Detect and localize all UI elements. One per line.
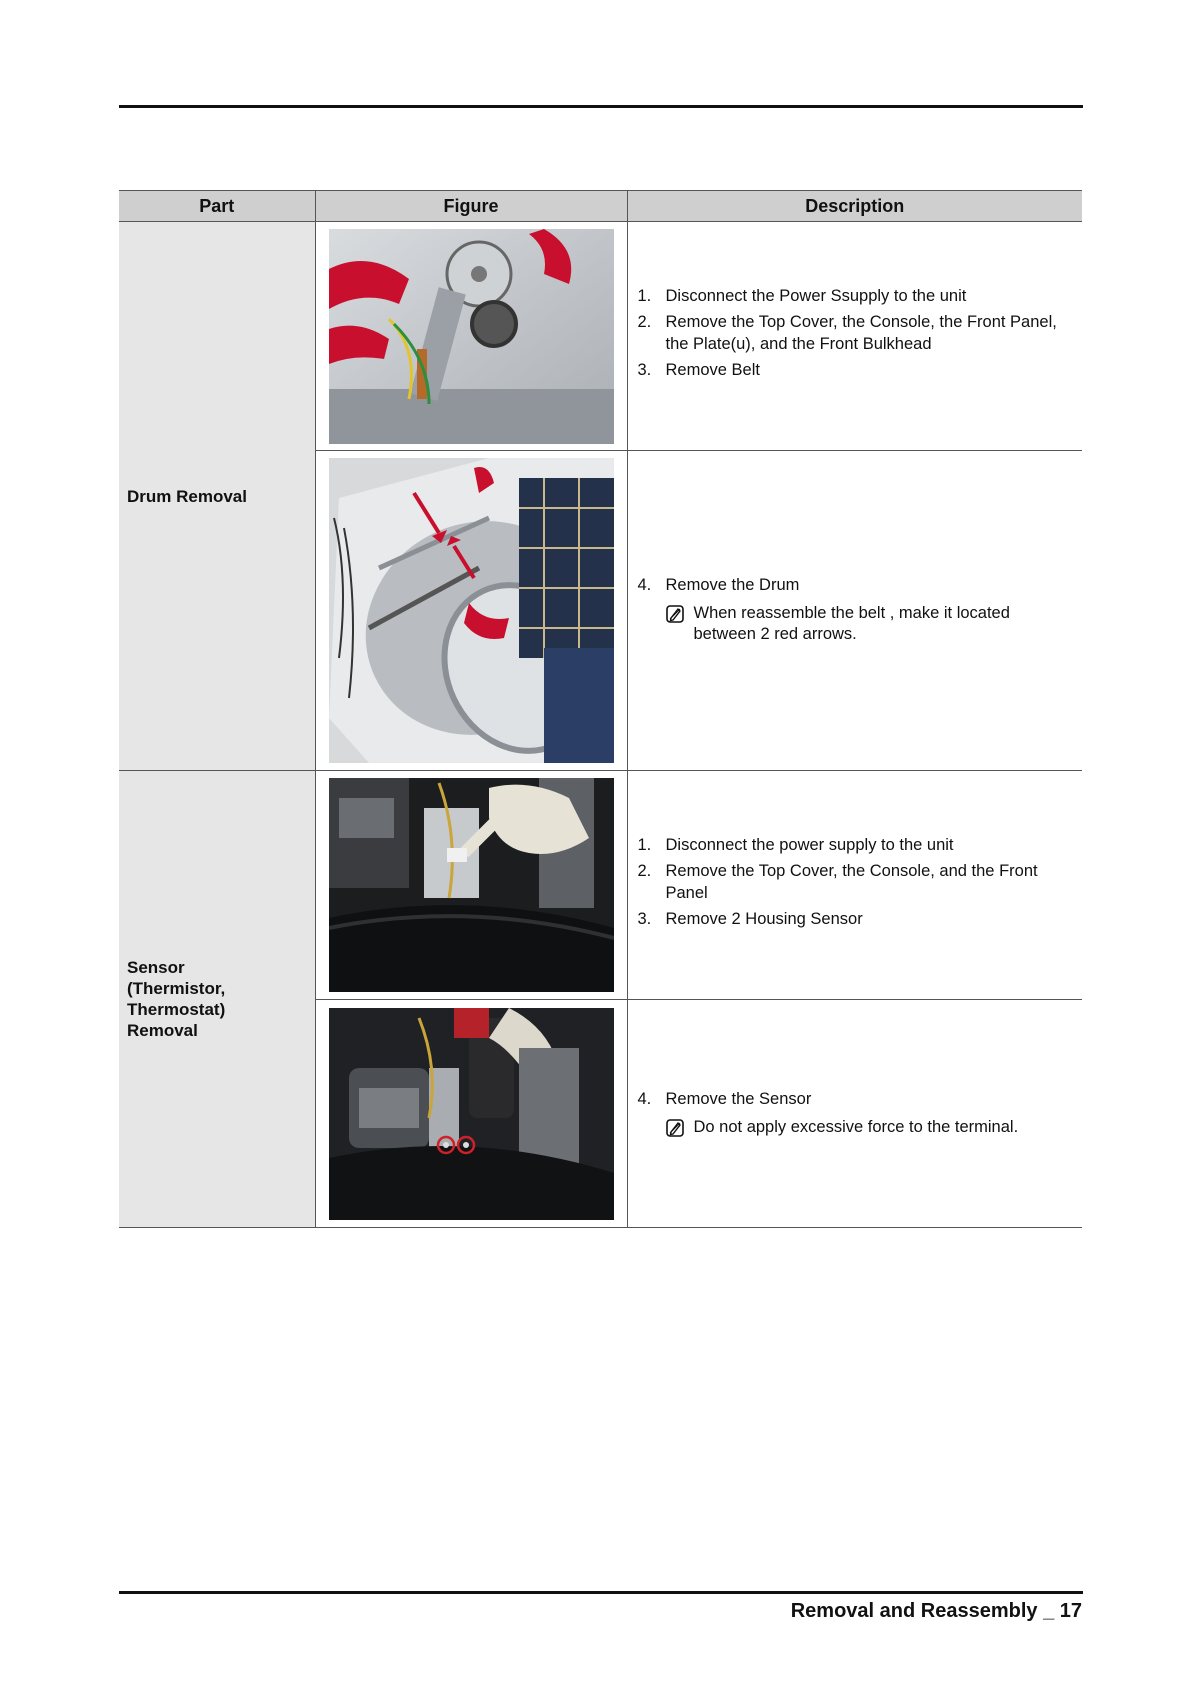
part-cell-sensor-removal: Sensor (Thermistor, Thermostat) Removal [119,771,315,1228]
list-item: 1. Disconnect the power supply to the unit [637,835,954,854]
steps-list [638,575,1075,597]
figure-drum-photo [329,458,614,763]
column-header-figure: Figure [315,191,627,222]
list-item: 4. Remove the Sensor [637,1090,812,1108]
figure-housing-sensor-photo [329,778,614,992]
figure-belt-photo [329,229,614,444]
page-footer: Removal and Reassembly _ 17 [790,1600,1082,1622]
table-row [119,771,1082,1000]
description-cell [627,771,1082,1000]
figure-sensor-photo [329,1008,614,1220]
note-text: Do not apply excessive force to the terminal. [693,1117,1019,1136]
note-pencil-icon [666,605,684,623]
list-item: 2. Remove the Top Cover, the Console, the Front Panel, the Plate(u), and the Front Bulkhead [637,313,1057,353]
figure-cell [315,1000,627,1228]
figure-cell [315,451,627,771]
steps-list [638,835,1075,931]
footer-rule [119,1591,1083,1594]
note-text: When reassemble the belt , make it located between 2 red arrows. [693,603,1010,644]
description-cell [627,1000,1082,1228]
list-item: 1. Disconnect the Power Ssupply to the unit [637,286,967,305]
column-header-part: Part [119,191,315,222]
procedure-table [119,190,1082,1228]
list-item: 4. Remove the Drum [637,576,800,595]
column-header-description: Description [627,191,1082,222]
description-cell [627,451,1082,771]
steps-list [638,286,1075,382]
table-row [119,222,1082,451]
description-cell [627,222,1082,451]
table-header-row [119,191,1082,222]
list-item: 2. Remove the Top Cover, the Console, and the Front Panel [637,862,1038,902]
part-cell-drum-removal: Drum Removal [119,222,315,771]
figure-cell [315,222,627,451]
note-pencil-icon [666,1119,684,1137]
header-rule [119,105,1083,108]
list-item: 3. Remove Belt [637,361,760,379]
list-item: 3. Remove 2 Housing Sensor [637,910,863,928]
steps-list [638,1089,1075,1111]
note [638,1117,1075,1139]
note [638,603,1075,646]
figure-cell [315,771,627,1000]
